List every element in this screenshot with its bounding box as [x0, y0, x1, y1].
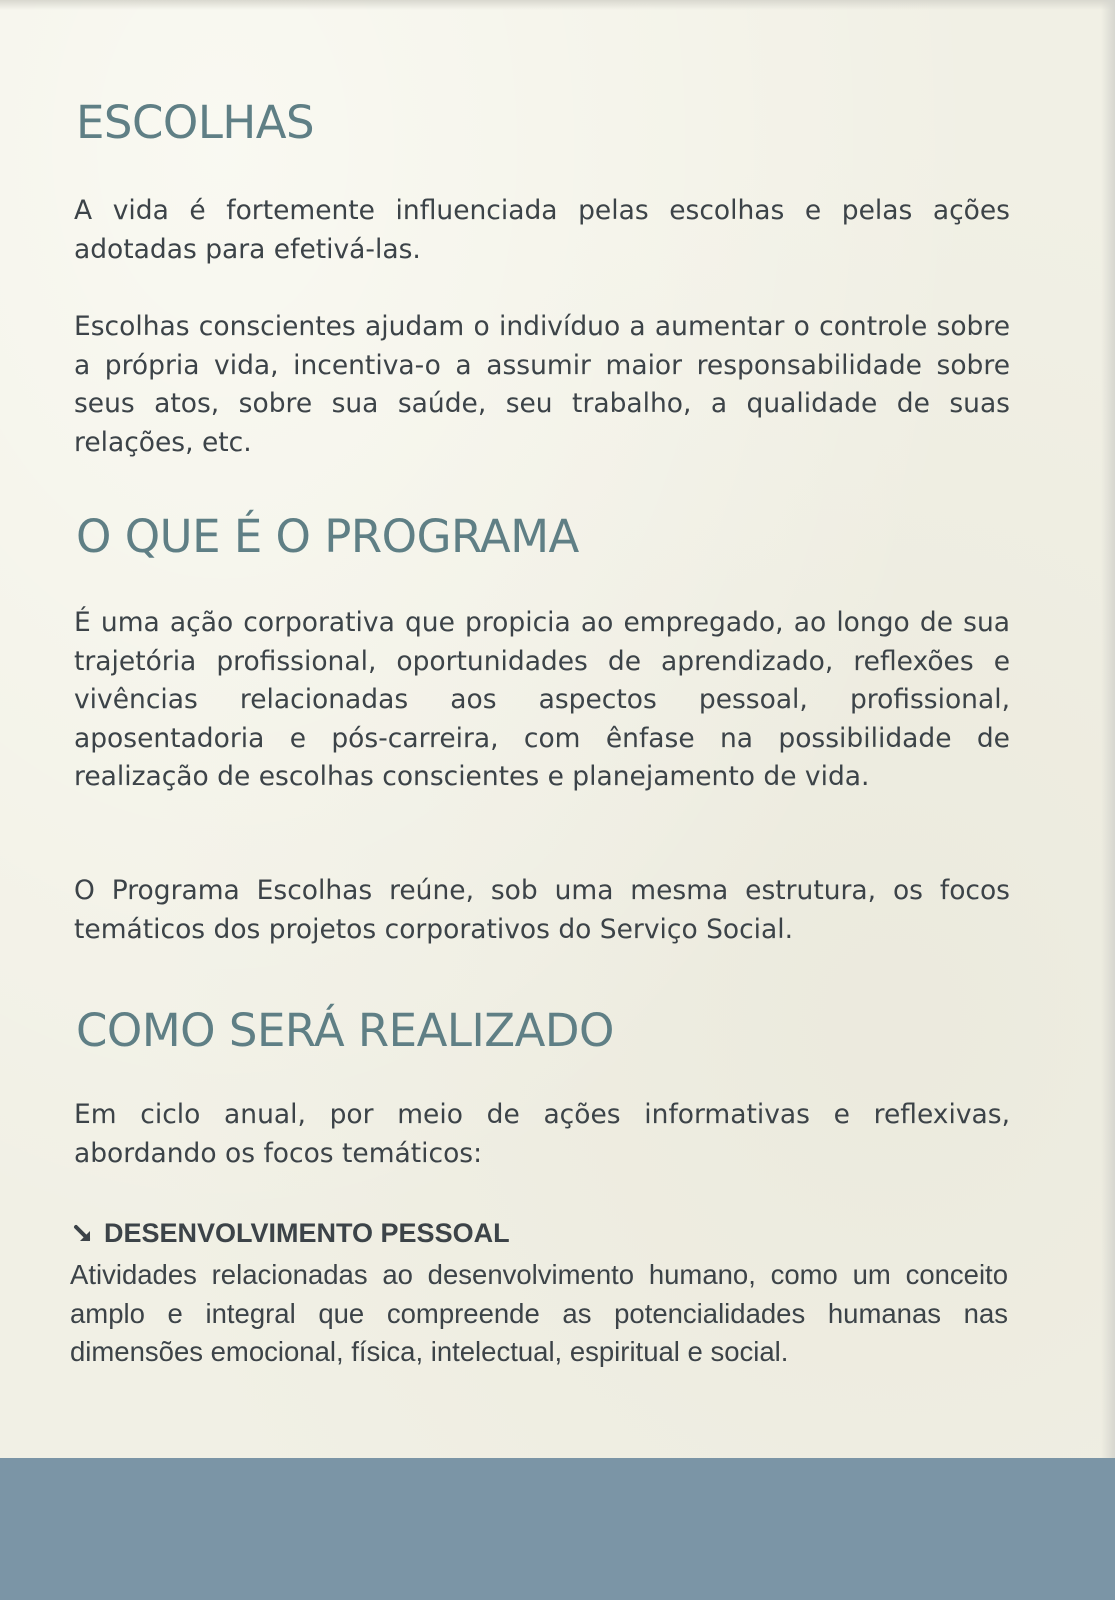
section-title-como-sera-realizado: COMO SERÁ REALIZADO: [76, 1004, 614, 1057]
focus-item-heading: [72, 1218, 510, 1249]
footer-color-band: [0, 1458, 1115, 1600]
focus-item-heading-label: DESENVOLVIMENTO PESSOAL: [104, 1218, 510, 1248]
paragraph-como-sera-realizado: Em ciclo anual, por meio de ações informativas e reflexivas, abordando os focos temáticos:: [74, 1099, 1010, 1169]
focus-item-description: Atividades relacionadas ao desenvolvimento humano, como um conceito amplo e integral que compreende as potencialidades humanas nas dimensões emocional, física, intelectual, espiritual e social.: [70, 1259, 1008, 1367]
paragraph-escolhas-conscientes: Escolhas conscientes ajudam o indivíduo a aumentar o controle sobre a própria vida, incentiva-o a assumir maior responsabilidade sobre seus atos, sobre sua saúde, seu trabalho, a qualidade de suas relações, etc.: [74, 311, 1010, 458]
page-top-edge: [0, 0, 1115, 10]
paragraph-escolhas-intro: A vida é fortemente influenciada pelas escolhas e pelas ações adotadas para efetivá-las.: [74, 195, 1010, 265]
section-title-o-que-e-o-programa: O QUE É O PROGRAMA: [76, 510, 579, 563]
paragraph-programa-definicao: É uma ação corporativa que propicia ao empregado, ao longo de sua trajetória profissional, oportunidades de aprendizado, reflexões e vivências relacionadas aos aspectos pessoal, profissional, aposentadoria e pós-carreira, com ênfase na possibilidade de realização de escolhas conscientes e planejamento de vida.: [74, 607, 1010, 792]
section-title-escolhas: ESCOLHAS: [76, 96, 315, 149]
paragraph-programa-estrutura: O Programa Escolhas reúne, sob uma mesma estrutura, os focos temáticos dos projetos corporativos do Serviço Social.: [74, 875, 1010, 945]
arrow-down-right-icon: [72, 1223, 94, 1245]
page-right-edge: [1101, 0, 1115, 1458]
